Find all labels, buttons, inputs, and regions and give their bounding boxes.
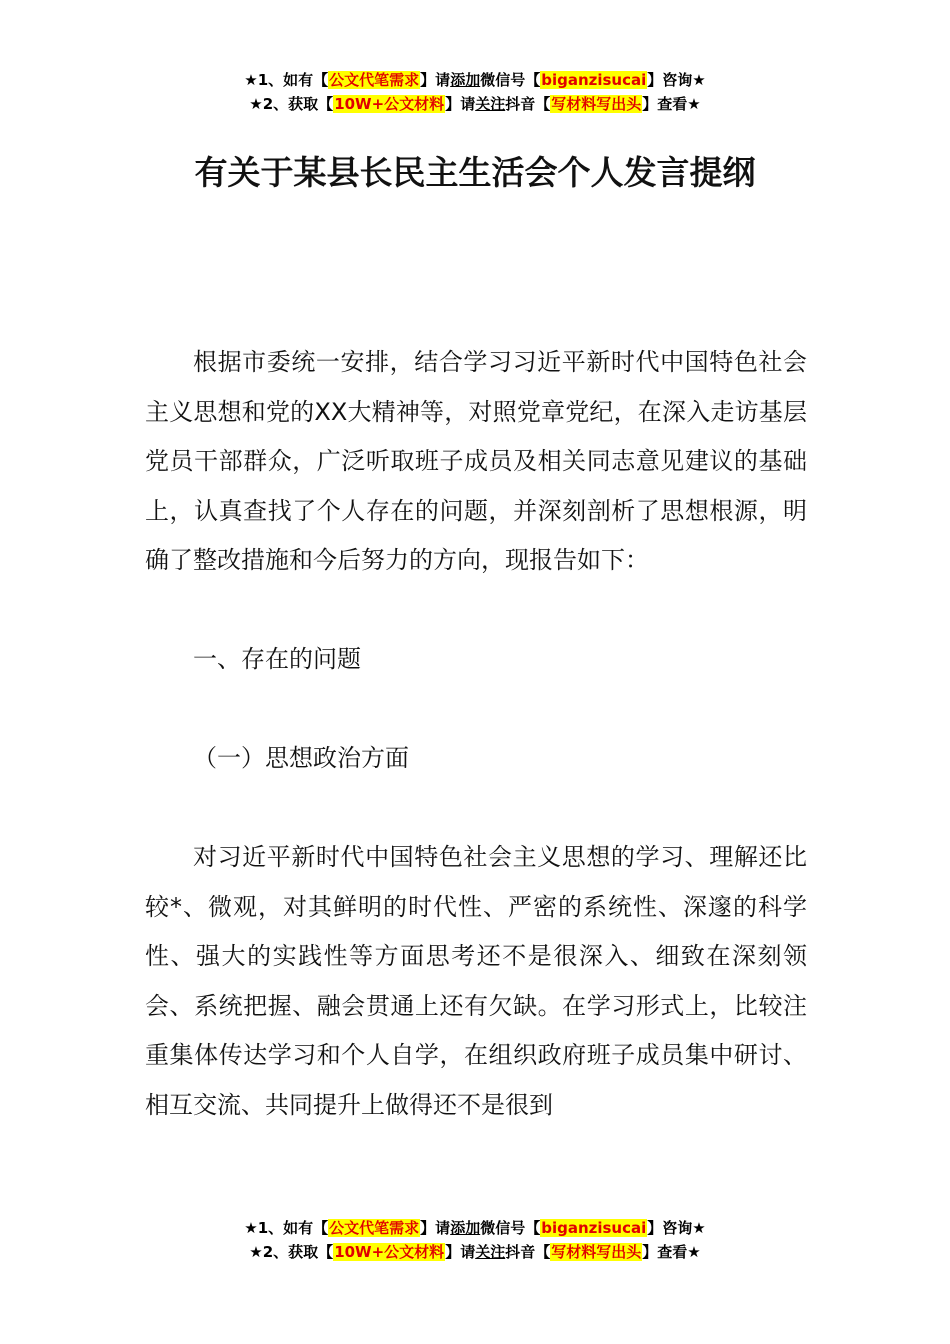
banner-highlight: 公文代笔需求 bbox=[329, 1219, 420, 1237]
intro-paragraph: 根据市委统一安排，结合学习习近平新时代中国特色社会主义思想和党的XX大精神等，对照党章党纪，在深入走访基层党员干部群众，广泛听取班子成员及相关同志意见建议的基础上，认真查找了个人存在的问题，并深刻剖析了思想根源，明确了整改措施和今后努力的方向，现报告如下： bbox=[145, 348, 807, 574]
banner-line-1 bbox=[0, 1216, 950, 1240]
banner-text: 】咨询★ bbox=[647, 71, 706, 89]
body-paragraph: 对习近平新时代中国特色社会主义思想的学习、理解还比较*、微观，对其鲜明的时代性、严密的系统性、深邃的科学性、强大的实践性等方面思考还不是很深入、细致在深刻领会、系统把握、融会贯通上还有欠缺。在学习形式上，比较注重集体传达学习和个人自学，在组织政府班子成员集中研讨、相互交流、共同提升上做得还不是很到 bbox=[145, 843, 807, 1119]
banner-highlight: 10W+公文材料 bbox=[334, 1243, 445, 1261]
document-body bbox=[145, 338, 807, 1130]
banner-text: 抖音【 bbox=[505, 95, 551, 113]
banner-underlined: 关注 bbox=[475, 1243, 506, 1261]
banner-highlight: biganzisucai bbox=[541, 1219, 647, 1237]
section-heading: 一、存在的问题 bbox=[193, 645, 361, 673]
header-banner bbox=[0, 68, 950, 116]
banner-highlight: 写材料写出头 bbox=[551, 95, 642, 113]
banner-underlined: 添加 bbox=[450, 1219, 481, 1237]
banner-text: ★1、如有【 bbox=[244, 71, 329, 89]
banner-text: 】查看★ bbox=[642, 1243, 701, 1261]
banner-line-2 bbox=[0, 92, 950, 116]
banner-text: 】请 bbox=[420, 1219, 451, 1237]
banner-highlight: 公文代笔需求 bbox=[329, 71, 420, 89]
banner-text: 】请 bbox=[445, 1243, 476, 1261]
banner-highlight: 写材料写出头 bbox=[551, 1243, 642, 1261]
banner-underlined: 关注 bbox=[475, 95, 506, 113]
banner-text: ★2、获取【 bbox=[249, 1243, 334, 1261]
banner-text: ★1、如有【 bbox=[244, 1219, 329, 1237]
banner-line-1 bbox=[0, 68, 950, 92]
footer-banner bbox=[0, 1216, 950, 1264]
banner-text: 】请 bbox=[420, 71, 451, 89]
document-title: 有关于某县长民主生活会个人发言提纲 bbox=[194, 153, 756, 192]
banner-text: 微信号【 bbox=[480, 1219, 541, 1237]
banner-text: 】请 bbox=[445, 95, 476, 113]
banner-line-2 bbox=[0, 1240, 950, 1264]
banner-highlight: biganzisucai bbox=[541, 71, 647, 89]
banner-text: 抖音【 bbox=[505, 1243, 551, 1261]
subsection-heading: （一）思想政治方面 bbox=[193, 744, 409, 772]
banner-text: 微信号【 bbox=[480, 71, 541, 89]
banner-text: 】咨询★ bbox=[647, 1219, 706, 1237]
banner-highlight: 10W+公文材料 bbox=[334, 95, 445, 113]
banner-text: 】查看★ bbox=[642, 95, 701, 113]
banner-text: ★2、获取【 bbox=[249, 95, 334, 113]
banner-underlined: 添加 bbox=[450, 71, 481, 89]
